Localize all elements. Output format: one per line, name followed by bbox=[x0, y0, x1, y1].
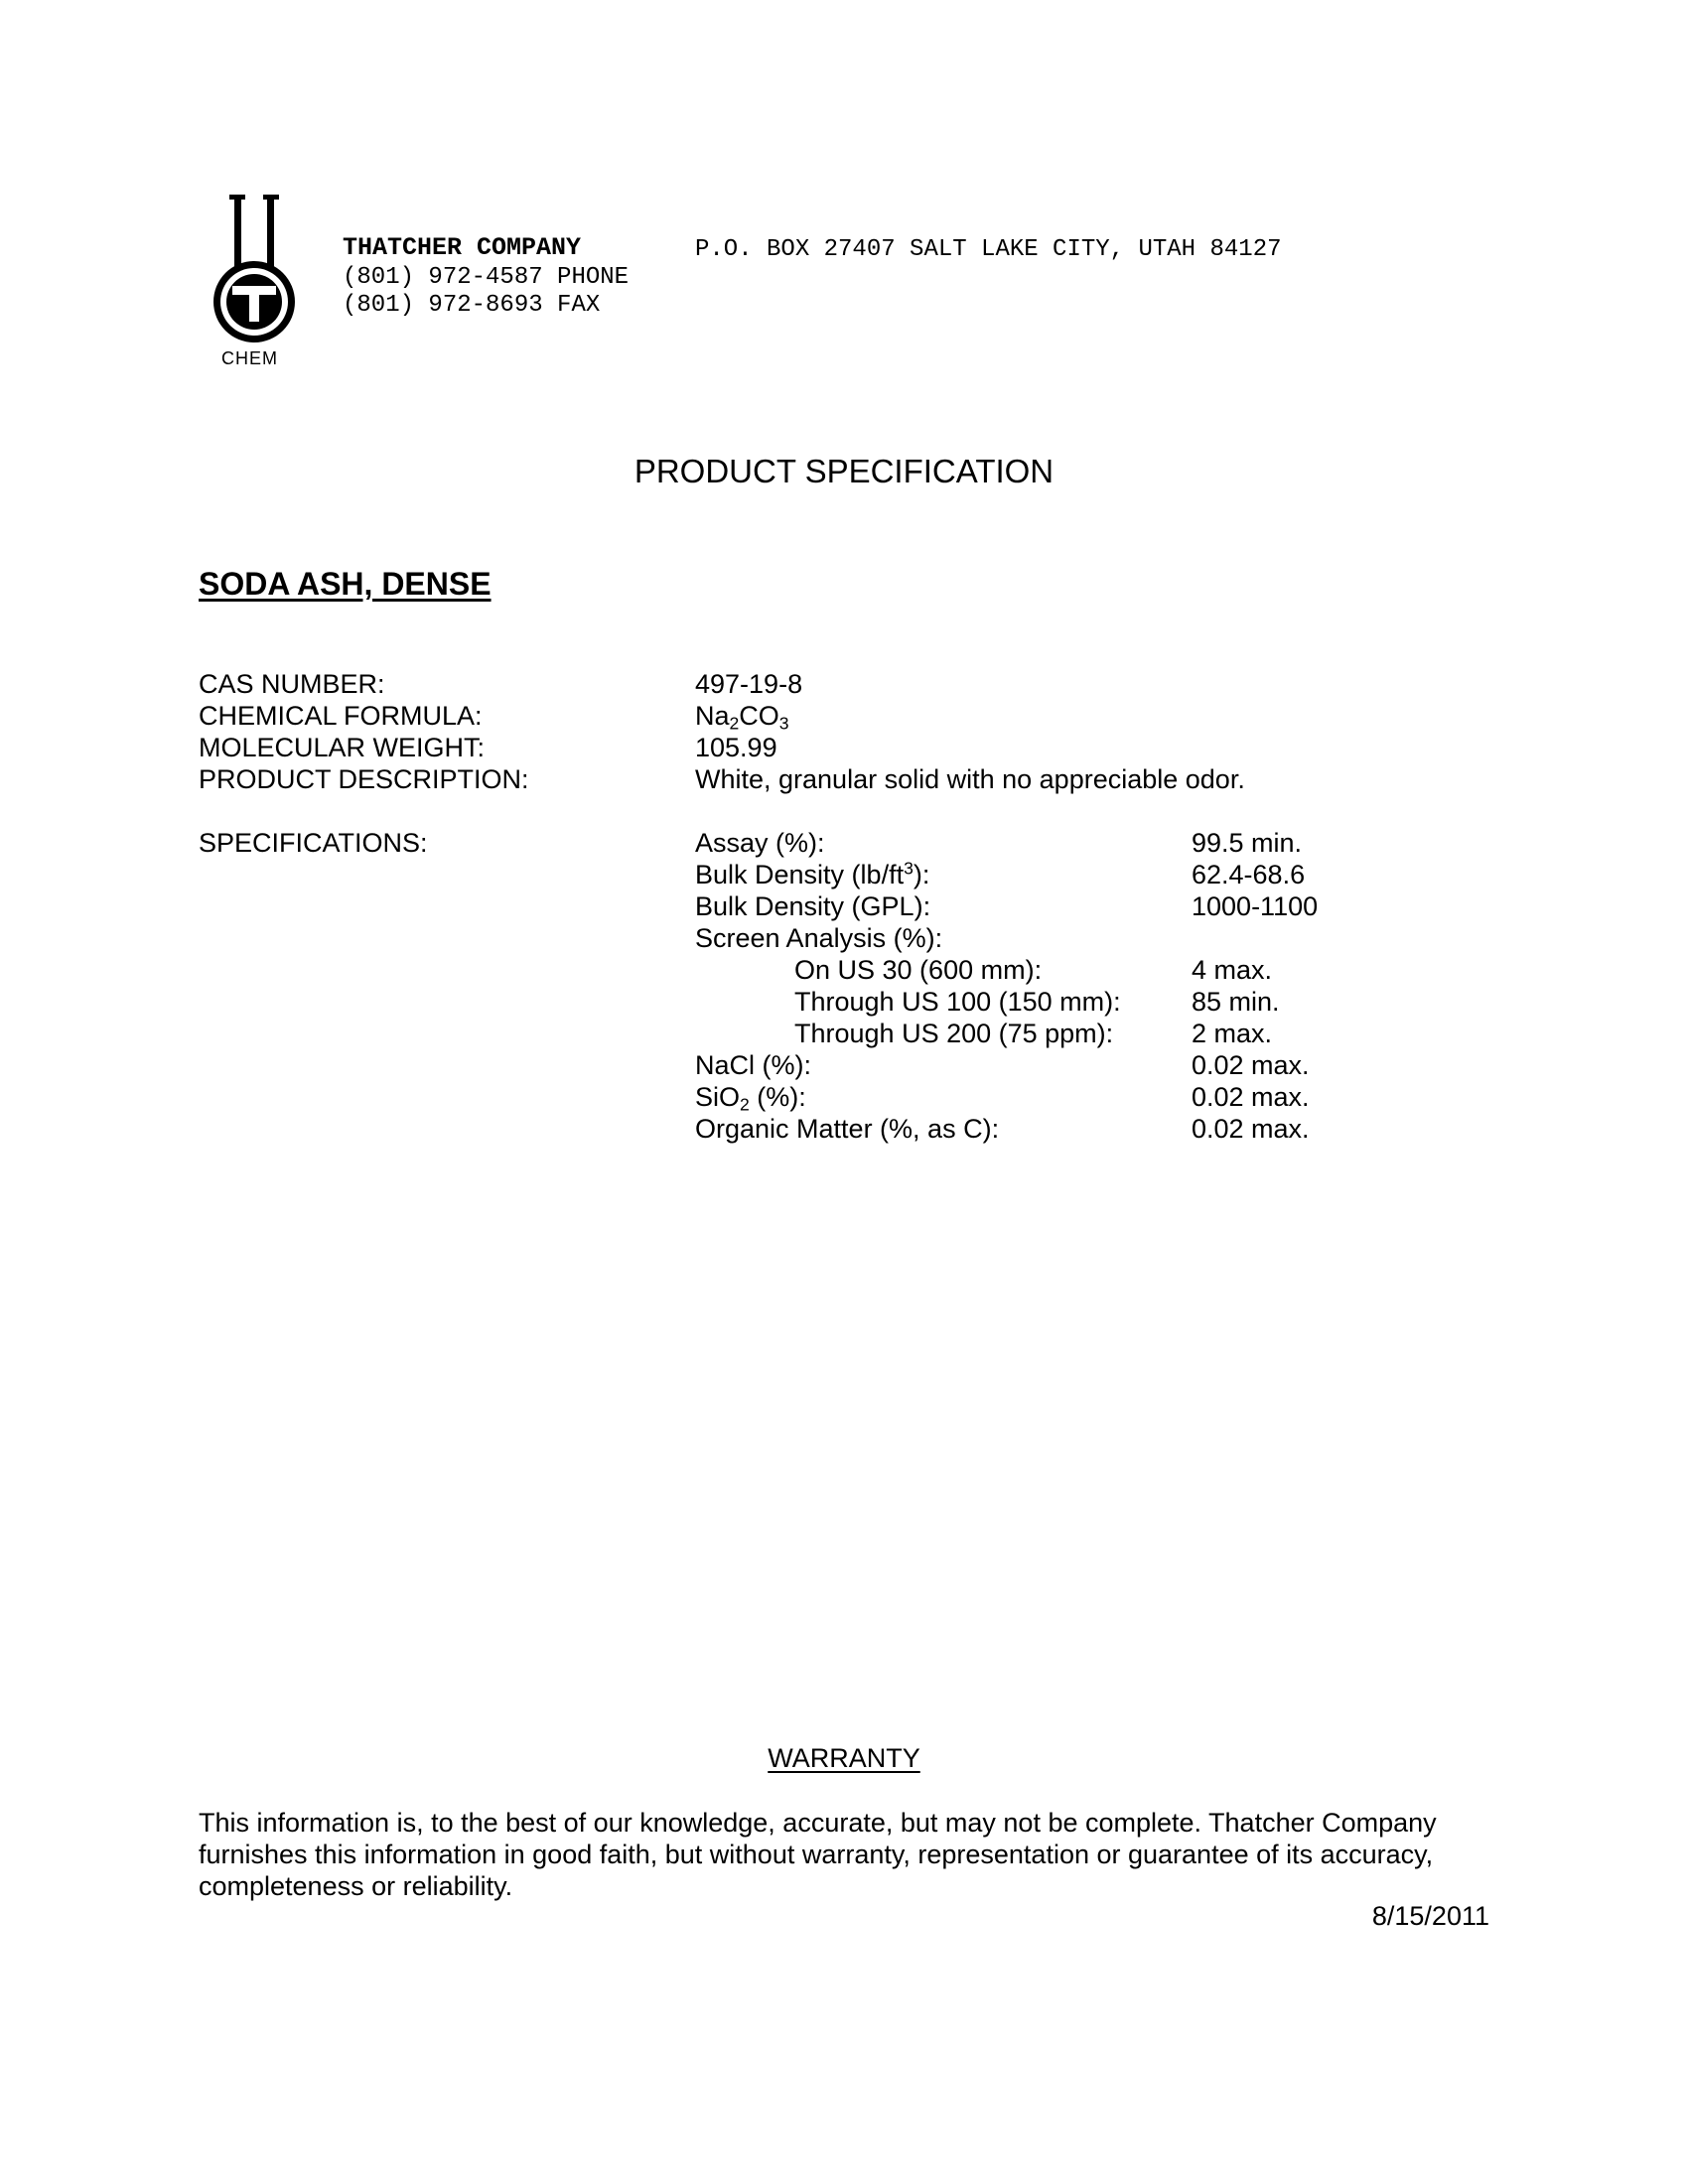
us200-label: Through US 200 (75 ppm): bbox=[794, 1019, 1114, 1048]
company-phone: (801) 972-4587 PHONE bbox=[343, 264, 630, 291]
cas-value: 497-19-8 bbox=[695, 669, 803, 699]
mw-label: MOLECULAR WEIGHT: bbox=[199, 733, 486, 762]
formula-label: CHEMICAL FORMULA: bbox=[199, 701, 483, 731]
bulk-density-lbft-value: 62.4-68.6 bbox=[1192, 860, 1306, 889]
bulk-density-gpl-value: 1000-1100 bbox=[1192, 891, 1319, 921]
logo-text: CHEM bbox=[221, 348, 278, 368]
organic-matter-value: 0.02 max. bbox=[1192, 1114, 1310, 1144]
us30-label: On US 30 (600 mm): bbox=[794, 955, 1043, 985]
flask-logo-icon bbox=[204, 195, 313, 343]
assay-value: 99.5 min. bbox=[1192, 828, 1303, 858]
page-title: PRODUCT SPECIFICATION bbox=[633, 453, 1055, 489]
us100-label: Through US 100 (150 mm): bbox=[794, 987, 1121, 1017]
us30-value: 4 max. bbox=[1192, 955, 1273, 985]
sio2-label: SiO$_2$ (%): bbox=[695, 1082, 806, 1115]
warranty-line-2: furnishes this information in good faith, but without warranty, representation or guarantee of its accuracy, bbox=[199, 1840, 1434, 1869]
company-name: THATCHER COMPANY bbox=[343, 233, 582, 262]
letterhead-line-1 bbox=[343, 234, 581, 262]
sio2-value: 0.02 max. bbox=[1192, 1082, 1310, 1112]
nacl-value: 0.02 max. bbox=[1192, 1050, 1310, 1080]
formula-value: $Na_2CO_3$ bbox=[695, 701, 789, 734]
warranty-line-3: completeness or reliability. bbox=[199, 1871, 513, 1901]
company-logo bbox=[204, 195, 313, 373]
company-address: P.O. BOX 27407 SALT LAKE CITY, UTAH 84127 bbox=[695, 236, 1282, 263]
organic-matter-label: Organic Matter (%, as C): bbox=[695, 1114, 1000, 1144]
assay-label: Assay (%): bbox=[695, 828, 825, 858]
product-name: SODA ASH, DENSE bbox=[199, 566, 492, 602]
us200-value: 2 max. bbox=[1192, 1019, 1273, 1048]
desc-label: PRODUCT DESCRIPTION: bbox=[199, 764, 529, 794]
desc-value: White, granular solid with no appreciable odor. bbox=[695, 764, 1245, 794]
company-fax: (801) 972-8693 FAX bbox=[343, 292, 601, 319]
warranty-line-1: This information is, to the best of our knowledge, accurate, but may not be complete. Thatcher Company bbox=[199, 1808, 1437, 1838]
bulk-density-gpl-label: Bulk Density (GPL): bbox=[695, 891, 931, 921]
cas-label: CAS NUMBER: bbox=[199, 669, 385, 699]
mw-value: 105.99 bbox=[695, 733, 777, 762]
screen-analysis-label: Screen Analysis (%): bbox=[695, 923, 943, 953]
specifications-label: SPECIFICATIONS: bbox=[199, 828, 428, 858]
bulk-density-lbft-label: Bulk Density $(lb/ft^3)$: bbox=[695, 858, 930, 889]
document-date: 8/15/2011 bbox=[1371, 1901, 1489, 1931]
nacl-label: NaCl (%): bbox=[695, 1050, 812, 1080]
warranty-heading: WARRANTY bbox=[768, 1743, 920, 1773]
us100-value: 85 min. bbox=[1192, 987, 1280, 1017]
